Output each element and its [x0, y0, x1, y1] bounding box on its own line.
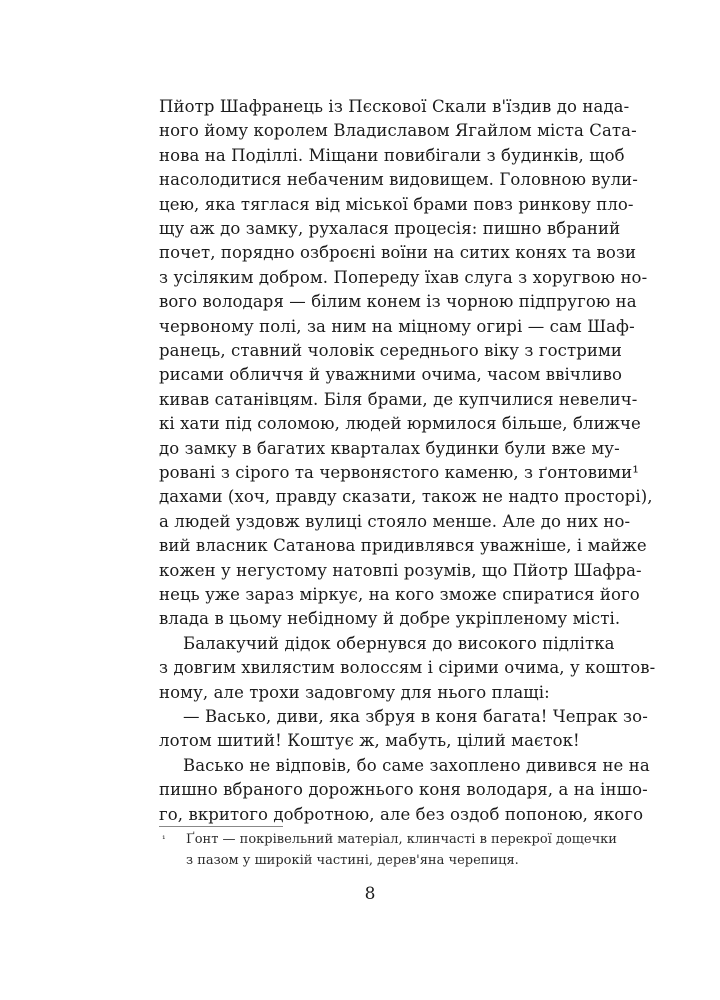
- text-line: кі хати під соломою, людей юрмилося більше, ближче: [159, 414, 641, 434]
- page-number: 8: [364, 884, 376, 904]
- text-line: вого володаря — білим конем із чорною підпругою на: [159, 292, 637, 312]
- text-line: рисами обличчя й уважними очима, часом ввічливо: [159, 365, 623, 385]
- text-line: цею, яка тяглася від міської брами повз ринкову пло-: [159, 194, 634, 214]
- text-line: насолодитися небаченим видовищем. Головною вули-: [159, 170, 638, 190]
- footnote-line: з пазом у широкій частині, дерев'яна черепиця.: [186, 853, 519, 868]
- text-line: нець уже зараз міркує, на кого зможе спиратися його: [159, 585, 640, 604]
- text-line: до замку в багатих кварталах будинки були вже му-: [159, 438, 620, 458]
- text-line: вий власник Сатанова придивлявся уважніше, і майже: [159, 536, 647, 556]
- text-line: щу аж до замку, рухалася процесія: пишно вбраний: [159, 219, 621, 238]
- text-line: Балакучий дідок обернувся до високого підлітка: [183, 633, 615, 653]
- text-line: почет, порядно озброєні воїни на ситих конях та вози: [159, 243, 637, 263]
- text-line: кожен у негустому натовпі розумів, що Пйотр Шафра-: [159, 560, 642, 580]
- text-line: Васько не відповів, бо саме захоплено дивився не на: [183, 755, 650, 775]
- footnote-rule: [159, 826, 283, 827]
- text-line: лотом шитий! Коштує ж, мабуть, цілий маєток!: [159, 731, 580, 751]
- text-line: ранець, ставний чоловік середнього віку з гострими: [159, 341, 623, 360]
- text-line: а людей уздовж вулиці стояло менше. Але до них но-: [159, 511, 631, 531]
- text-line: нова на Поділлі. Міщани повибігали з будинків, щоб: [159, 145, 625, 165]
- text-line: червоному полі, за ним на міцному огирі — сам Шаф-: [159, 316, 635, 336]
- text-line: ного йому королем Владиславом Ягайлом міста Сата-: [159, 121, 637, 141]
- text-line: — Васько, диви, яка збруя в коня багата! Чепрак зо-: [183, 707, 648, 726]
- text-line: го, вкритого добротною, але без оздоб попоною, якого: [159, 804, 644, 824]
- text-line: Пйотр Шафранець із Пєскової Скали в'їздив до нада-: [159, 97, 630, 116]
- footnote-line: Ґонт — покрівельний матеріал, клинчасті в перекрої дощечки: [186, 832, 617, 847]
- text-line: дахами (хоч, правду сказати, також не надто просторі),: [159, 487, 653, 507]
- text-line: ровані з сірого та червонястого каменю, з ґонтовими¹: [159, 463, 639, 482]
- footnote-marker: ¹: [162, 835, 166, 845]
- text-line: пишно вбраного дорожнього коня володаря, а на іншо-: [159, 780, 648, 800]
- text-line: влада в цьому небідному й добре укріпленому місті.: [159, 609, 621, 629]
- text-line: кивав сатанівцям. Біля брами, де купчилися невелич-: [159, 389, 638, 409]
- text-line: з усіляким добром. Попереду їхав слуга з хоругвою но-: [159, 267, 648, 287]
- text-line: з довгим хвилястим волоссям і сірими очима, у коштов-: [159, 658, 656, 678]
- text-line: ному, але трохи задовгому для нього плащі:: [159, 682, 550, 702]
